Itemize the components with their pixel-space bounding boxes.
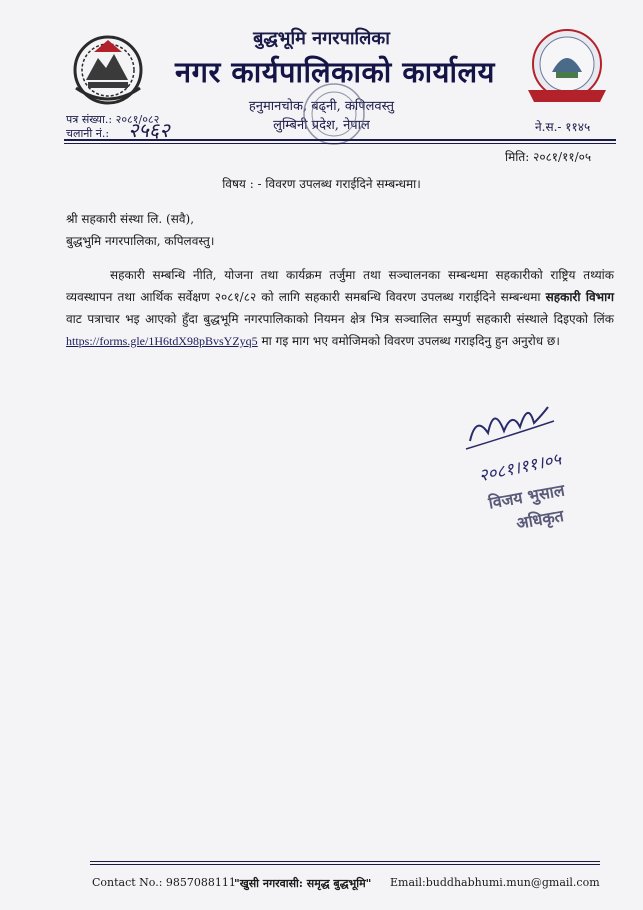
header-divider — [64, 139, 616, 141]
footer-slogan: "खुसी नगरवासी: समृद्ध बुद्धभूमि" — [234, 877, 372, 890]
form-link[interactable]: https://forms.gle/1H6tdX98pBvsYZyq5 — [66, 334, 258, 348]
signature-date: २०८१।११।०५ — [477, 449, 564, 487]
body-text-part-3: मा गइ माग भए वमोजिमको विवरण उपलब्ध गराइदिनु हुन अनुरोध छ। — [257, 334, 560, 348]
signer-name: विजय भुसाल — [487, 480, 566, 513]
reference-number: पत्र संख्या.: २०८१/०८२ — [66, 113, 160, 126]
letter-body — [66, 264, 614, 352]
signer-title: अधिकृत — [514, 506, 565, 533]
official-stamp-icon — [300, 80, 368, 148]
office-address: हनुमानचोक, बढ्नी, कपिलवस्तु — [248, 99, 395, 114]
body-text-part-1: सहकारी सम्बन्धि नीति, योजना तथा कार्यक्रम तर्जुमा तथा सञ्चालनका सम्बन्धमा सहकारीको राष्ट्रिय तथ्यांक व्यवस्थापन तथा आर्थिक सर्वेक्षण २०८१/८२ को लागि सहकारी समबन्धि विवरण उपलब्ध गराईदिने सम्बन्धमा — [66, 268, 614, 304]
body-text-part-2: वाट पत्राचार भइ आएको हुँदा बुद्धभूमि नगरपालिकाको नियमन क्षेत्र भित्र सञ्चालित सम्पुर्ण सहकारी संस्थाले दिइएको लिंक — [66, 312, 614, 326]
signature-scribble-icon — [462, 395, 562, 455]
dispatch-number: २५६२ — [128, 118, 170, 142]
letter-subject: विषय : - विवरण उपलब्ध गराईदिने सम्बन्धमा। — [222, 177, 421, 191]
dispatch-label: चलानी नं.: — [66, 127, 110, 140]
municipality-name: बुद्धभूमि नगरपालिका — [253, 28, 390, 49]
letter-date: मिति: २०८१/११/०५ — [505, 150, 592, 164]
nepal-sambat: ने.स.- ११४५ — [535, 120, 591, 134]
body-bold-department: सहकारी विभाग — [545, 290, 614, 304]
office-province: लुम्बिनी प्रदेश, नेपाल — [273, 118, 370, 133]
office-title: नगर कार्यपालिकाको कार्यालय — [175, 55, 495, 89]
header-divider-thin — [64, 143, 616, 144]
footer-email[interactable]: Email:buddhabhumi.mun@gmail.com — [390, 876, 600, 889]
footer-contact: Contact No.: 9857088111 — [92, 876, 236, 889]
recipient-line-2: बुद्धभुमि नगरपालिका, कपिलवस्तु। — [66, 234, 215, 248]
footer-divider-2 — [90, 864, 600, 865]
recipient-line-1: श्री सहकारी संस्था लि. (सवै), — [66, 212, 195, 226]
footer-divider — [90, 861, 600, 862]
